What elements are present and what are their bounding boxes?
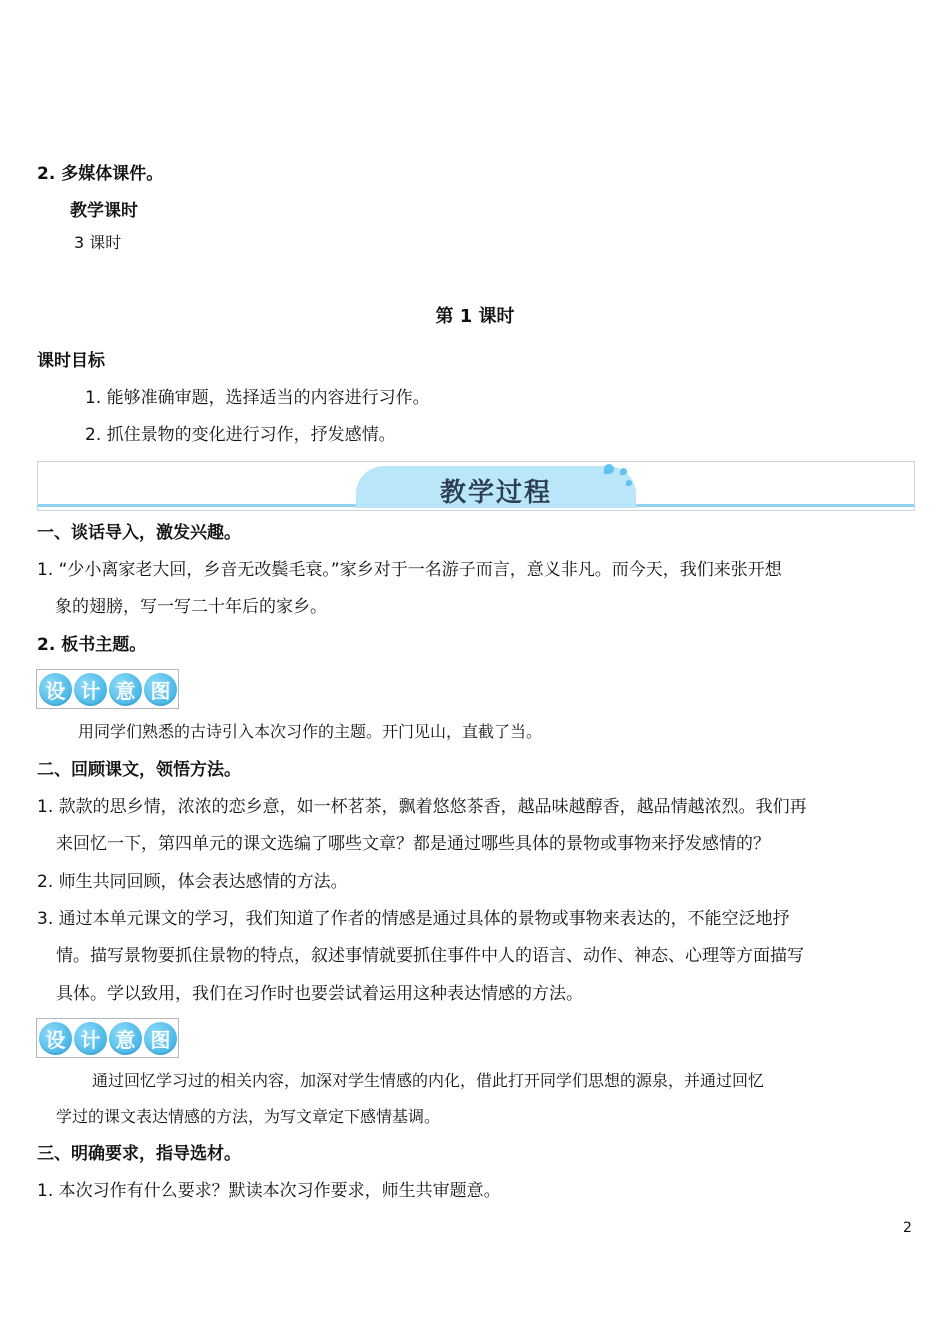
- design-intent-char: 意: [109, 673, 142, 706]
- design-intent-text-2-line-2: 学过的课文表达情感的方法，为写文章定下感情基调。: [56, 1107, 441, 1126]
- section-3-item-1: 1. 本次习作有什么要求？默读本次习作要求，师生共审题意。: [37, 1181, 501, 1201]
- goal-1: 1. 能够准确审题，选择适当的内容进行习作。: [85, 388, 430, 408]
- goal-2: 2. 抓住景物的变化进行习作，抒发感情。: [85, 425, 396, 445]
- design-intent-char: 意: [109, 1022, 142, 1055]
- heading-teaching-hours: 教学课时: [70, 201, 138, 221]
- section-2-para-1-line-2: 来回忆一下，第四单元的课文选编了哪些文章？都是通过哪些具体的景物或事物来抒发感情的？: [56, 834, 770, 854]
- section-1-item-2: 2. 板书主题。: [37, 635, 147, 655]
- section-2-para-3-line-2: 情。描写景物要抓住景物的特点，叙述事情就要抓住事件中人的语言、动作、神态、心理等方面描写: [56, 946, 804, 966]
- design-intent-text-1: 用同学们熟悉的古诗引入本次习作的主题。开门见山，直截了当。: [78, 722, 543, 741]
- design-intent-char: 计: [74, 673, 107, 706]
- teaching-process-banner: [37, 461, 915, 511]
- teaching-hours-value: 3 课时: [74, 233, 122, 252]
- section-2-para-3-line-1: 3. 通过本单元课文的学习，我们知道了作者的情感是通过具体的景物或事物来表达的，不能空泛地抒: [37, 909, 790, 929]
- section-1-heading: 一、谈话导入，激发兴趣。: [37, 523, 241, 543]
- section-2-para-3-line-3: 具体。学以致用，我们在习作时也要尝试着运用这种表达情感的方法。: [56, 984, 583, 1004]
- section-2-para-1-line-1: 1. 款款的思乡情，浓浓的恋乡意，如一杯茗茶，飘着悠悠茶香，越品味越醇香，越品情越浓烈。我们再: [37, 797, 807, 817]
- banner-title: 教学过程: [439, 478, 552, 508]
- design-intent-char: 设: [39, 1022, 72, 1055]
- page-number: 2: [903, 1220, 912, 1236]
- section-2-heading: 二、回顾课文，领悟方法。: [37, 760, 241, 780]
- banner-tab: [356, 466, 636, 508]
- section-1-para-1-line-2: 象的翅膀，写一写二十年后的家乡。: [55, 597, 327, 617]
- design-intent-char: 设: [39, 673, 72, 706]
- water-drop-icon: [626, 480, 632, 486]
- section-3-heading: 三、明确要求，指导选材。: [37, 1144, 241, 1164]
- materials-item-2: 2. 多媒体课件。: [37, 164, 164, 184]
- heading-lesson-goals: 课时目标: [37, 351, 105, 371]
- section-2-item-2: 2. 师生共同回顾，体会表达感情的方法。: [37, 872, 348, 892]
- water-drop-icon: [604, 464, 614, 474]
- section-1-para-1-line-1: 1. “少小离家老大回，乡音无改鬓毛衰。”家乡对于一名游子而言，意义非凡。而今天，我们来张开想: [37, 560, 782, 580]
- design-intent-char: 图: [144, 673, 177, 706]
- lesson-title: 第 1 课时: [435, 306, 515, 327]
- design-intent-text-2-line-1: 通过回忆学习过的相关内容，加深对学生情感的内化，借此打开同学们思想的源泉，并通过回忆: [92, 1071, 765, 1090]
- design-intent-char: 图: [144, 1022, 177, 1055]
- design-intent-char: 计: [74, 1022, 107, 1055]
- design-intent-badge: [36, 669, 179, 709]
- design-intent-badge: [36, 1018, 179, 1058]
- water-drop-icon: [620, 468, 627, 475]
